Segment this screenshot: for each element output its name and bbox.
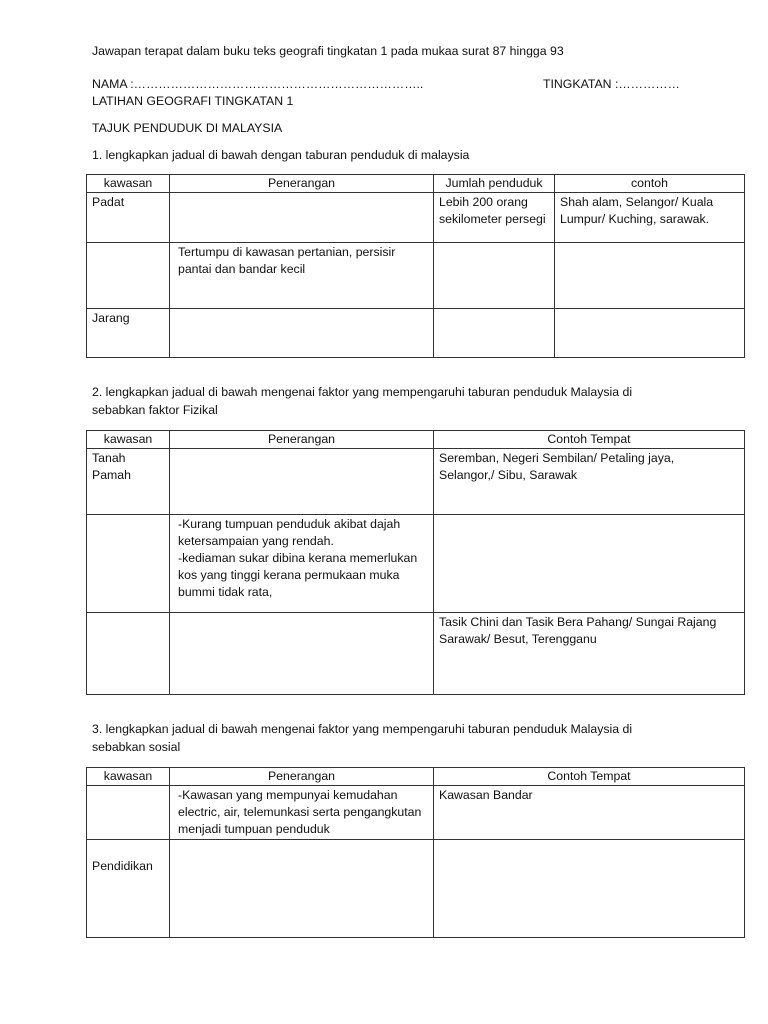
table-row — [87, 449, 745, 515]
cell — [170, 309, 434, 358]
cell: -Kawasan yang mempunyai kemudahan electric, air, telemunkasi serta pengangkutan menjadi tumpuan penduduk — [170, 786, 434, 840]
cell — [434, 515, 745, 613]
cell: Tasik Chini dan Tasik Bera Pahang/ Sungai Rajang Sarawak/ Besut, Terengganu — [434, 613, 745, 695]
header-cell: Penerangan — [170, 175, 434, 193]
topic-title: TAJUK PENDUDUK DI MALAYSIA — [92, 121, 283, 135]
cell — [87, 243, 170, 309]
cell — [87, 786, 170, 840]
cell — [434, 840, 745, 938]
table-2 — [86, 430, 745, 695]
header-cell: Penerangan — [170, 431, 434, 449]
header-cell: Penerangan — [170, 768, 434, 786]
cell — [434, 243, 555, 309]
table-header — [87, 768, 745, 786]
cell: Tanah Pamah — [87, 449, 170, 515]
header-cell: Contoh Tempat — [434, 431, 745, 449]
table-row — [87, 193, 745, 243]
table-header — [87, 175, 745, 193]
cell — [170, 449, 434, 515]
header-cell: kawasan — [87, 175, 170, 193]
cell — [434, 309, 555, 358]
table-row — [87, 840, 745, 938]
cell — [170, 193, 434, 243]
nama-field: NAMA :…………………………………………………………….. — [92, 77, 424, 91]
cell — [87, 515, 170, 613]
cell: Jarang — [87, 309, 170, 358]
question-3-line2: sebabkan sosial — [92, 740, 181, 754]
header-cell: kawasan — [87, 431, 170, 449]
header-cell: kawasan — [87, 768, 170, 786]
question-3-line1: 3. lengkapkan jadual di bawah mengenai faktor yang mempengaruhi taburan penduduk Malaysia di — [92, 722, 633, 736]
table-row — [87, 309, 745, 358]
table-row — [87, 613, 745, 695]
cell: Seremban, Negeri Sembilan/ Petaling jaya, Selangor,/ Sibu, Sarawak — [434, 449, 745, 515]
intro-text: Jawapan terapat dalam buku teks geografi tingkatan 1 pada mukaa surat 87 hingga 93 — [92, 44, 564, 58]
cell: Tertumpu di kawasan pertanian, persisir pantai dan bandar kecil — [170, 243, 434, 309]
question-1: 1. lengkapkan jadual di bawah dengan taburan penduduk di malaysia — [92, 148, 470, 162]
table-row — [87, 786, 745, 840]
table-row — [87, 515, 745, 613]
table-header — [87, 431, 745, 449]
cell — [170, 840, 434, 938]
cell: -Kurang tumpuan penduduk akibat dajah ketersampaian yang rendah. -kediaman sukar dibina kerana memerlukan kos yang tinggi kerana permukaan muka bummi tidak rata, — [170, 515, 434, 613]
cell — [87, 613, 170, 695]
cell: Pendidikan — [87, 840, 170, 938]
cell — [170, 613, 434, 695]
table-3 — [86, 767, 745, 938]
cell — [555, 243, 745, 309]
header-cell: Contoh Tempat — [434, 768, 745, 786]
question-2-line2: sebabkan faktor Fizikal — [92, 403, 218, 417]
cell: Padat — [87, 193, 170, 243]
header-cell: contoh — [555, 175, 745, 193]
cell: Lebih 200 orang sekilometer persegi — [434, 193, 555, 243]
header-cell: Jumlah penduduk — [434, 175, 555, 193]
table-1 — [86, 174, 745, 358]
tingkatan-field: TINGKATAN :…………… — [543, 77, 680, 91]
question-2-line1: 2. lengkapkan jadual di bawah mengenai faktor yang mempengaruhi taburan penduduk Malaysia di — [92, 385, 633, 399]
exercise-title: LATIHAN GEOGRAFI TINGKATAN 1 — [92, 94, 294, 108]
cell — [555, 309, 745, 358]
table-row — [87, 243, 745, 309]
cell: Shah alam, Selangor/ Kuala Lumpur/ Kuching, sarawak. — [555, 193, 745, 243]
cell: Kawasan Bandar — [434, 786, 745, 840]
